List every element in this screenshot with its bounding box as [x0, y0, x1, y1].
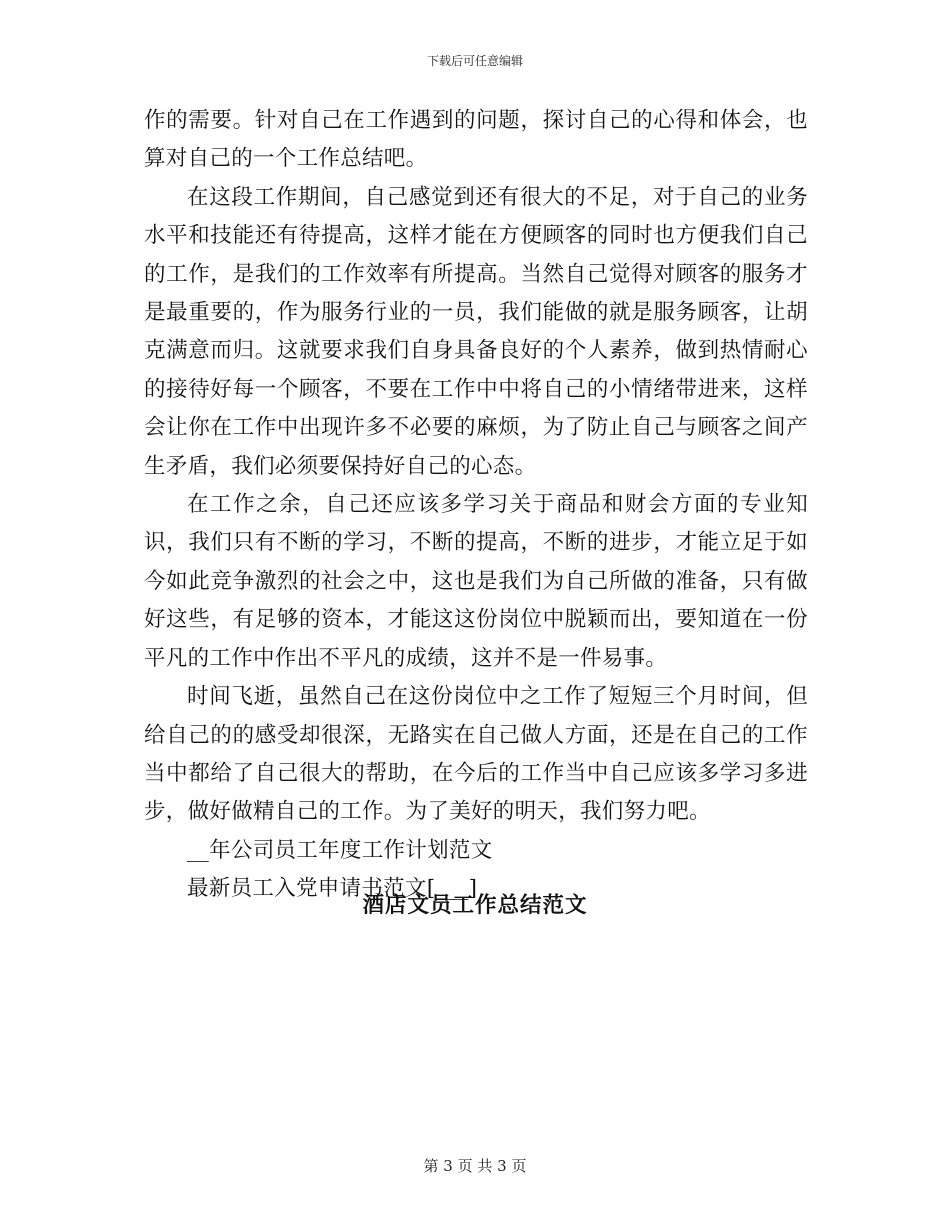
page-footer: 第 3 页 共 3 页	[423, 1157, 527, 1175]
paragraph: 在工作之余，自己还应该多学习关于商品和财会方面的专业知识，我们只有不断的学习，不断的提高，不断的进步，才能立足于如今如此竞争激烈的社会之中，这也是我们为自己所做的准备，只有做好这些，有足够的资本，才能这这份岗位中脱颖而出，要知道在一份平凡的工作中作出不平凡的成绩，这并不是一件易事。	[144, 492, 808, 671]
document-body	[144, 102, 808, 909]
page-header: 下载后可任意编辑	[426, 54, 523, 68]
related-article-link[interactable]: __年公司员工年度工作计划范文	[187, 837, 493, 863]
related-article-link[interactable]: 最新员工入党申请书范文[___]	[187, 876, 478, 902]
paragraph: 在这段工作期间，自己感觉到还有很大的不足，对于自己的业务水平和技能还有待提高，这样才能在方便顾客的同时也方便我们自己的工作，是我们的工作效率有所提高。当然自己觉得对顾客的服务才是最重要的，作为服务行业的一员，我们能做的就是服务顾客，让胡克满意而归。这就要求我们自身具备良好的个人素养，做到热情耐心的接待好每一个顾客，不要在工作中中将自己的小情绪带进来，这样会让你在工作中出现许多不必要的麻烦，为了防止自己与顾客之间产生矛盾，我们必须要保持好自己的心态。	[144, 184, 808, 479]
paragraph-continued: 作的需要。针对自己在工作遇到的问题，探讨自己的心得和体会，也算对自己的一个工作总结吧。	[144, 108, 808, 172]
paragraph: 时间飞逝，虽然自己在这份岗位中之工作了短短三个月时间，但给自己的的感受却很深，无路实在自己做人方面，还是在自己的工作当中都给了自己很大的帮助，在今后的工作当中自己应该多学习多进步，做好做精自己的工作。为了美好的明天，我们努力吧。	[144, 684, 808, 825]
document-title: 酒店文员工作总结范文	[362, 893, 588, 918]
